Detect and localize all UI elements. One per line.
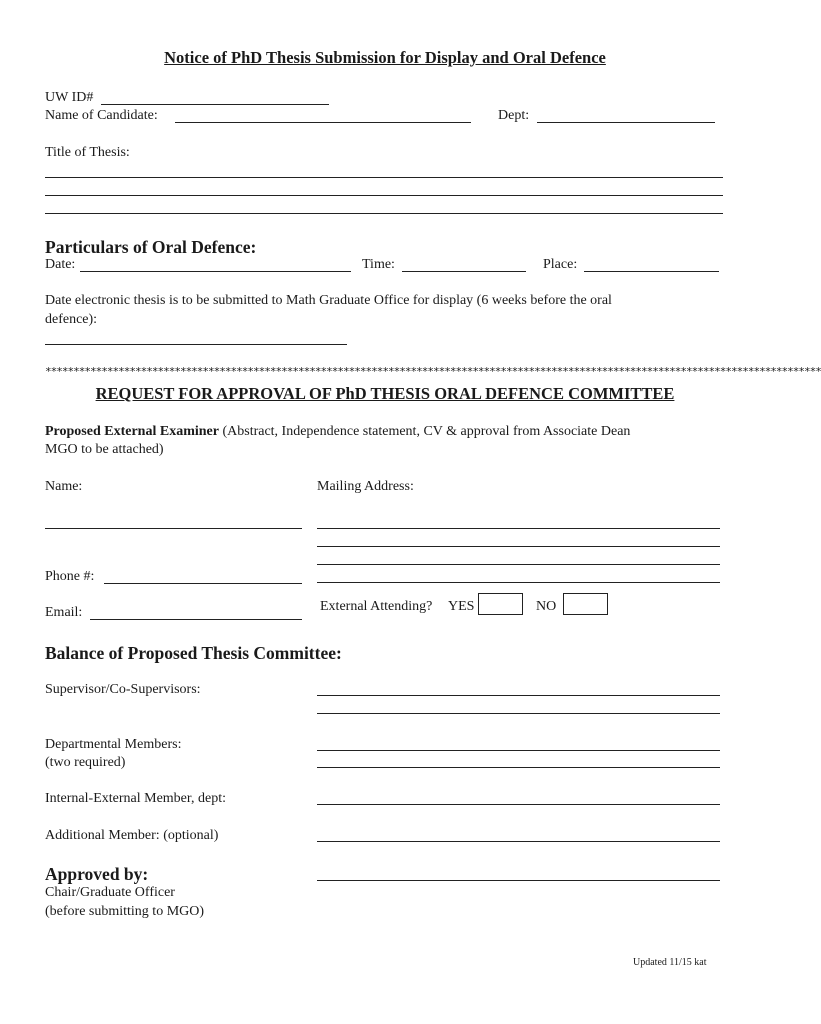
dept-field[interactable] xyxy=(537,122,715,123)
departmental-member-field-2[interactable] xyxy=(317,767,720,768)
thesis-title-line-1[interactable] xyxy=(45,177,723,178)
defence-place-label: Place: xyxy=(543,257,578,272)
internal-external-field[interactable] xyxy=(317,804,720,805)
supervisor-field-1[interactable] xyxy=(317,695,720,696)
thesis-title-line-2[interactable] xyxy=(45,195,723,196)
approver-note: (before submitting to MGO) xyxy=(45,904,205,919)
candidate-name-label: Name of Candidate: xyxy=(45,108,158,123)
electronic-thesis-text-2: defence): xyxy=(45,312,98,327)
dept-label: Dept: xyxy=(498,108,530,123)
attending-no-label: NO xyxy=(536,599,557,614)
examiner-email-label: Email: xyxy=(45,605,83,620)
mailing-address-label: Mailing Address: xyxy=(317,479,414,494)
defence-date-label: Date: xyxy=(45,257,76,272)
defence-place-field[interactable] xyxy=(584,271,719,272)
attending-no-checkbox[interactable] xyxy=(563,593,608,615)
approved-by-heading: Approved by: xyxy=(45,864,149,884)
section-separator: ****************************************************************************************************************************************** xyxy=(45,365,821,378)
external-examiner-label: Proposed External Examiner xyxy=(45,424,219,439)
uwid-label: UW ID# xyxy=(45,90,94,105)
defence-time-field[interactable] xyxy=(402,271,526,272)
mailing-address-line-3[interactable] xyxy=(317,564,720,565)
external-examiner-text-1 xyxy=(45,423,630,441)
attending-yes-checkbox[interactable] xyxy=(478,593,523,615)
electronic-thesis-text-1: Date electronic thesis is to be submitted to Math Graduate Office for display (6 weeks before the oral xyxy=(45,293,612,308)
thesis-title-label: Title of Thesis: xyxy=(45,145,130,160)
form-title: Notice of PhD Thesis Submission for Display and Oral Defence xyxy=(164,48,606,67)
additional-member-label: Additional Member: (optional) xyxy=(45,828,219,843)
defence-date-field[interactable] xyxy=(80,271,351,272)
committee-heading: Balance of Proposed Thesis Committee: xyxy=(45,643,342,663)
uwid-field[interactable] xyxy=(101,104,329,105)
mailing-address-line-2[interactable] xyxy=(317,546,720,547)
external-attending-label: External Attending? xyxy=(320,599,433,614)
mailing-address-line-1[interactable] xyxy=(317,528,720,529)
examiner-email-field[interactable] xyxy=(90,619,302,620)
request-heading: REQUEST FOR APPROVAL OF PhD THESIS ORAL DEFENCE COMMITTEE xyxy=(95,384,675,403)
examiner-phone-label: Phone #: xyxy=(45,569,95,584)
thesis-title-line-3[interactable] xyxy=(45,213,723,214)
supervisor-field-2[interactable] xyxy=(317,713,720,714)
examiner-name-label: Name: xyxy=(45,479,83,494)
external-examiner-note: (Abstract, Independence statement, CV & approval from Associate Dean xyxy=(218,424,631,439)
examiner-name-field[interactable] xyxy=(45,528,302,529)
approval-signature-field[interactable] xyxy=(317,880,720,881)
supervisor-label: Supervisor/Co-Supervisors: xyxy=(45,682,201,697)
departmental-members-label: Departmental Members: xyxy=(45,737,182,752)
internal-external-label: Internal-External Member, dept: xyxy=(45,791,226,806)
electronic-thesis-date-field[interactable] xyxy=(45,344,347,345)
attending-yes-label: YES xyxy=(448,599,475,614)
departmental-member-field-1[interactable] xyxy=(317,750,720,751)
defence-time-label: Time: xyxy=(362,257,395,272)
updated-footnote: Updated 11/15 kat xyxy=(633,957,707,968)
additional-member-field[interactable] xyxy=(317,841,720,842)
candidate-name-field[interactable] xyxy=(175,122,471,123)
examiner-phone-field[interactable] xyxy=(104,583,302,584)
external-examiner-text-2: MGO to be attached) xyxy=(45,442,164,457)
departmental-members-note: (two required) xyxy=(45,755,126,770)
mailing-address-line-4[interactable] xyxy=(317,582,720,583)
oral-defence-heading: Particulars of Oral Defence: xyxy=(45,237,257,257)
approver-role-label: Chair/Graduate Officer xyxy=(45,885,175,900)
